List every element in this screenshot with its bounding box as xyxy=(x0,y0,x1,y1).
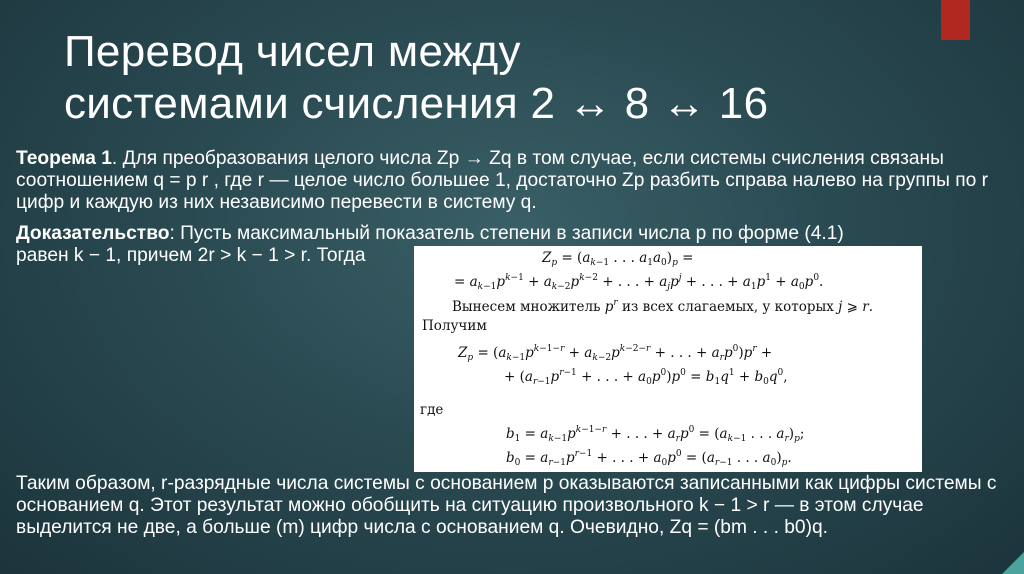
formula-line-1: $Z_p = (a_{k-1}$ . . . $a_1a_0)_p$ = xyxy=(542,250,694,268)
conclusion-paragraph: Таким образом, r-разрядные числа системы с основанием p оказываются записанными как цифры системы с основанием q. Этот результат можно обобщить на ситуацию произвольного k − 1 > r — в этом случае выделится не две, а больше (m) цифр числа с основанием q. Очевидно, Zq = (bm . . . b0)q. xyxy=(16,473,997,538)
proof-text-line2: равен k − 1, причем 2r > k − 1 > r. Тогда xyxy=(16,245,366,266)
formula-line-9: $b_0 = a_{r-1}p^{r-1}$ + . . . + $a_0p^0 = (a_{r-1}$ . . . $a_0)_p$. xyxy=(506,449,792,468)
formula-line-5: $Z_p = (a_{k-1}p^{k-1-r} + a_{k-2}p^{k-2-r}$ + . . . + $a_rp^0)p^r$ + xyxy=(458,344,773,363)
theorem-text: . Для преобразования целого числа Zp → Zq в том случае, если системы счисления связаны соотношением q = p r , где r — целое число большее 1, достаточно Zp разбить справа налево на группы по r цифр и каждую из них независимо перевести в систему q. xyxy=(16,148,989,213)
formula-line-6: + ($a_{r-1}p^{r-1}$ + . . . + $a_0p^0)p^0 = b_1q^1 + b_0q^0$, xyxy=(504,368,788,387)
proof-text-line1: : Пусть максимальный показатель степени в записи числа p по форме (4.1) xyxy=(169,223,844,244)
accent-bar xyxy=(941,0,970,40)
theorem-label: Теорема 1 xyxy=(16,148,112,169)
formula-line-4: Получим xyxy=(422,318,487,334)
proof-line-1 xyxy=(16,223,844,244)
formula-line-7: где xyxy=(420,402,444,418)
slide-title xyxy=(64,26,924,130)
formula-line-3: Вынесем множитель $p^r$ из всех слагаемых, у которых j ⩾ r. xyxy=(452,298,873,315)
title-line-1: Перевод чисел между xyxy=(64,27,521,76)
theorem-paragraph xyxy=(16,148,1006,214)
formula-image xyxy=(414,246,922,472)
proof-label: Доказательство xyxy=(16,223,170,244)
title-line-2: системами счисления 2 ↔ 8 ↔ 16 xyxy=(64,79,769,128)
formula-line-2: = $a_{k-1}p^{k-1} + a_{k-2}p^{k-2}$ + . . . + $a_jp^j$ + . . . + $a_1p^1 + a_0p^0$. xyxy=(454,273,824,292)
corner-decoration xyxy=(1002,552,1024,574)
formula-line-8: $b_1 = a_{k-1}p^{k-1-r}$ + . . . + $a_rp^0 = (a_{k-1}$ . . . $a_r)_p$; xyxy=(506,425,805,444)
